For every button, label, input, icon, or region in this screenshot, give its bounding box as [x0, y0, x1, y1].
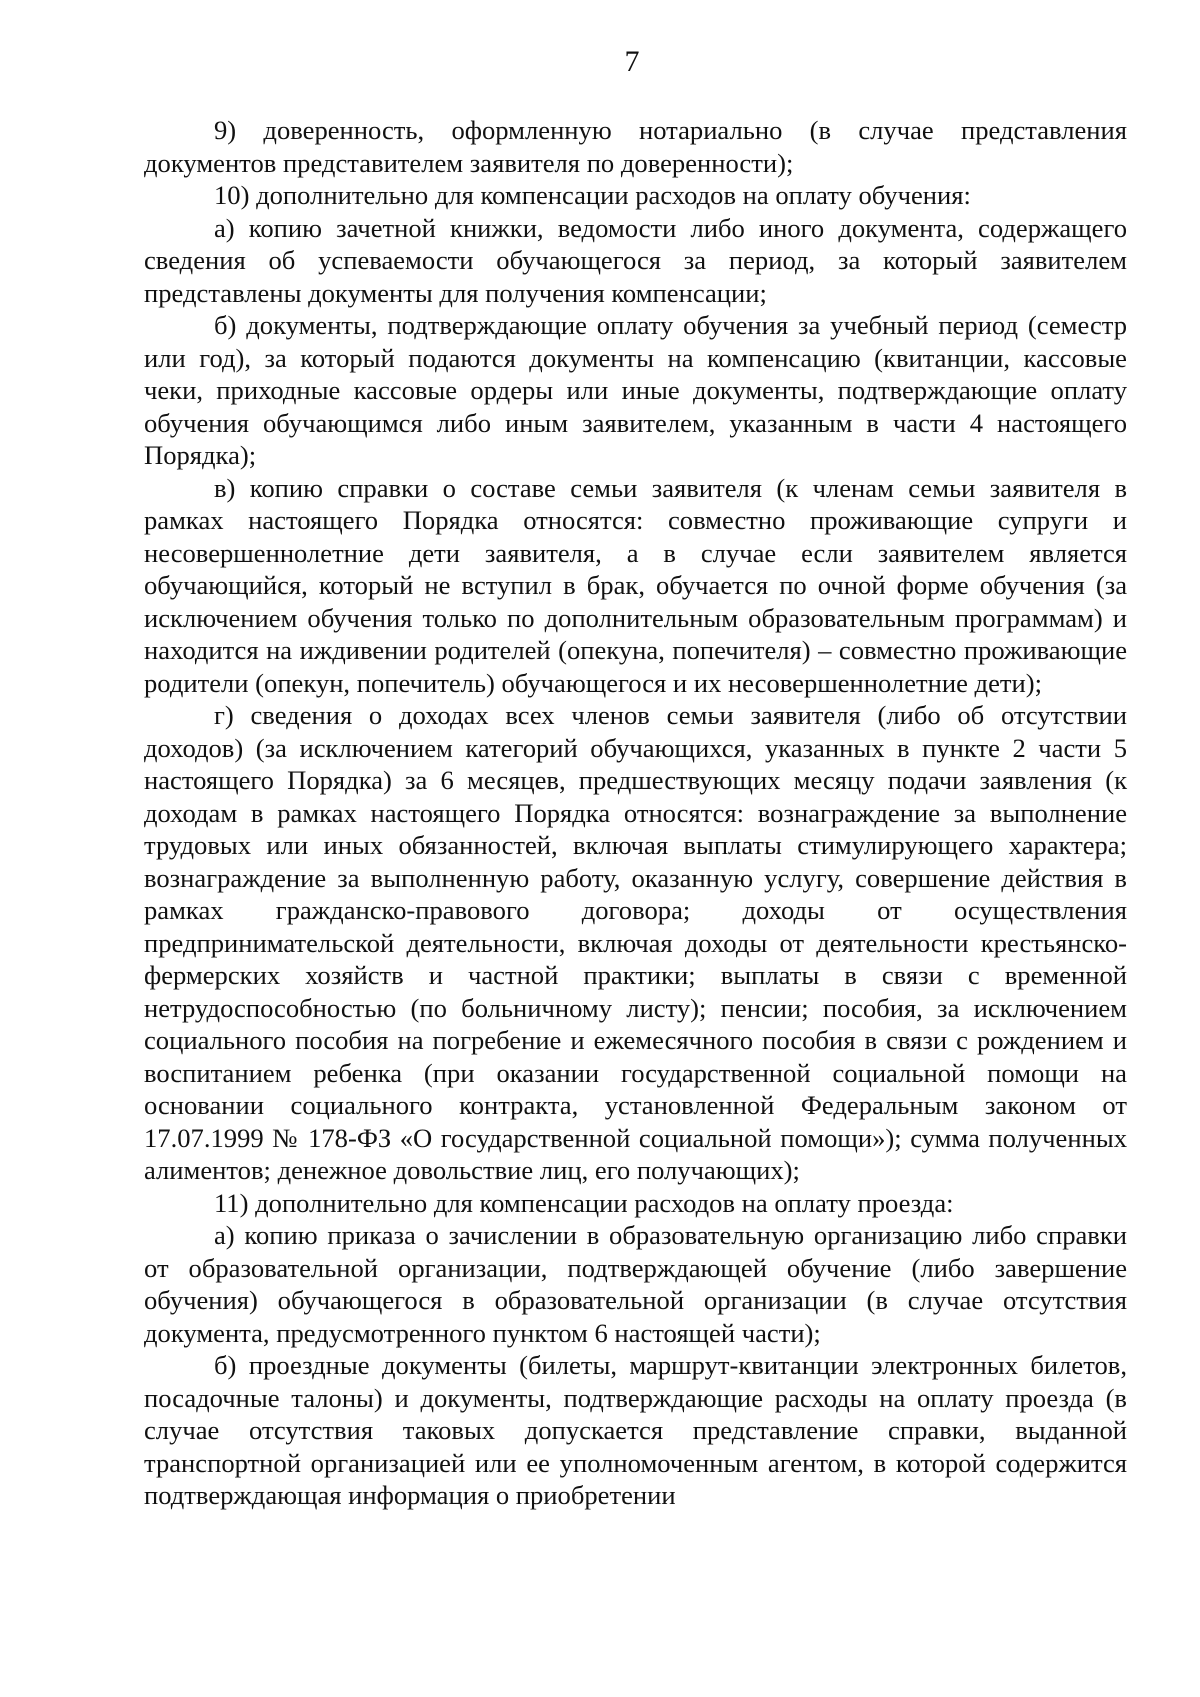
paragraph-subitem-11a: а) копию приказа о зачислении в образовательную организацию либо справки от образовательной организации, подтверждающей обучение (либо завершение обучения) обучающегося в образовательной организации (в случае отсутствия документа, предусмотренного пунктом 6 настоящей части);	[144, 1220, 1127, 1348]
page-number: 7	[624, 45, 640, 78]
paragraph-item-10: 10) дополнительно для компенсации расходов на оплату обучения:	[214, 180, 971, 210]
document-body	[144, 114, 1127, 1512]
paragraph-subitem-10a: а) копию зачетной книжки, ведомости либо иного документа, содержащего сведения об успеваемости обучающегося за период, за который заявителем представлены документы для получения компенсации;	[144, 212, 1127, 308]
paragraph-subitem-11b: б) проездные документы (билеты, маршрут-квитанции электронных билетов, посадочные талоны) и документы, подтверждающие расходы на оплату проезда (в случае отсутствия таковых допускается представление справки, выданной транспортной организацией или ее уполномоченным агентом, в которой содержится подтверждающая информация о приобретении	[144, 1350, 1127, 1510]
paragraph-subitem-10g: г) сведения о доходах всех членов семьи заявителя (либо об отсутствии доходов) (за исключением категорий обучающихся, указанных в пункте 2 части 5 настоящего Порядка) за 6 месяцев, предшествующих месяцу подачи заявления (к доходам в рамках настоящего Порядка относятся: вознаграждение за выполнение трудовых или иных обязанностей, включая выплаты стимулирующего характера; вознаграждение за выполненную работу, оказанную услугу, совершение действия в рамках гражданско-правового договора; доходы от осуществления предпринимательской деятельности, включая доходы от деятельности крестьянско-фермерских хозяйств и частной практики; выплаты в связи с временной нетрудоспособностью (по больничному листу); пенсии; пособия, за исключением социального пособия на погребение и ежемесячного пособия в связи с рождением и воспитанием ребенка (при оказании государственной социальной помощи на основании социального контракта, установленной Федеральным законом от 17.07.1999 № 178-ФЗ «О государственной социальной помощи»); сумма полученных алиментов; денежное довольствие лиц, его получающих);	[144, 700, 1127, 1185]
paragraph-item-11: 11) дополнительно для компенсации расходов на оплату проезда:	[214, 1187, 954, 1218]
paragraph-subitem-10v: в) копию справки о составе семьи заявителя (к членам семьи заявителя в рамках настоящего Порядка относятся: совместно проживающие супруги и несовершеннолетние дети заявителя, а в случае если заявителем является обучающийся, который не вступил в брак, обучается по очной форме обучения (за исключением обучения только по дополнительным образовательным программам) и находится на иждивении родителей (опекуна, попечителя) – совместно проживающие родители (опекун, попечитель) обучающегося и их несовершеннолетние дети);	[144, 472, 1127, 698]
paragraph-item-9: 9) доверенность, оформленную нотариально (в случае представления документов представителем заявителя по доверенности);	[144, 115, 1127, 178]
paragraph-subitem-10b: б) документы, подтверждающие оплату обучения за учебный период (семестр или год), за который подаются документы на компенсацию (квитанции, кассовые чеки, приходные кассовые ордеры или иные документы, подтверждающие оплату обучения обучающимся либо иным заявителем, указанным в части 4 настоящего Порядка);	[144, 310, 1127, 470]
